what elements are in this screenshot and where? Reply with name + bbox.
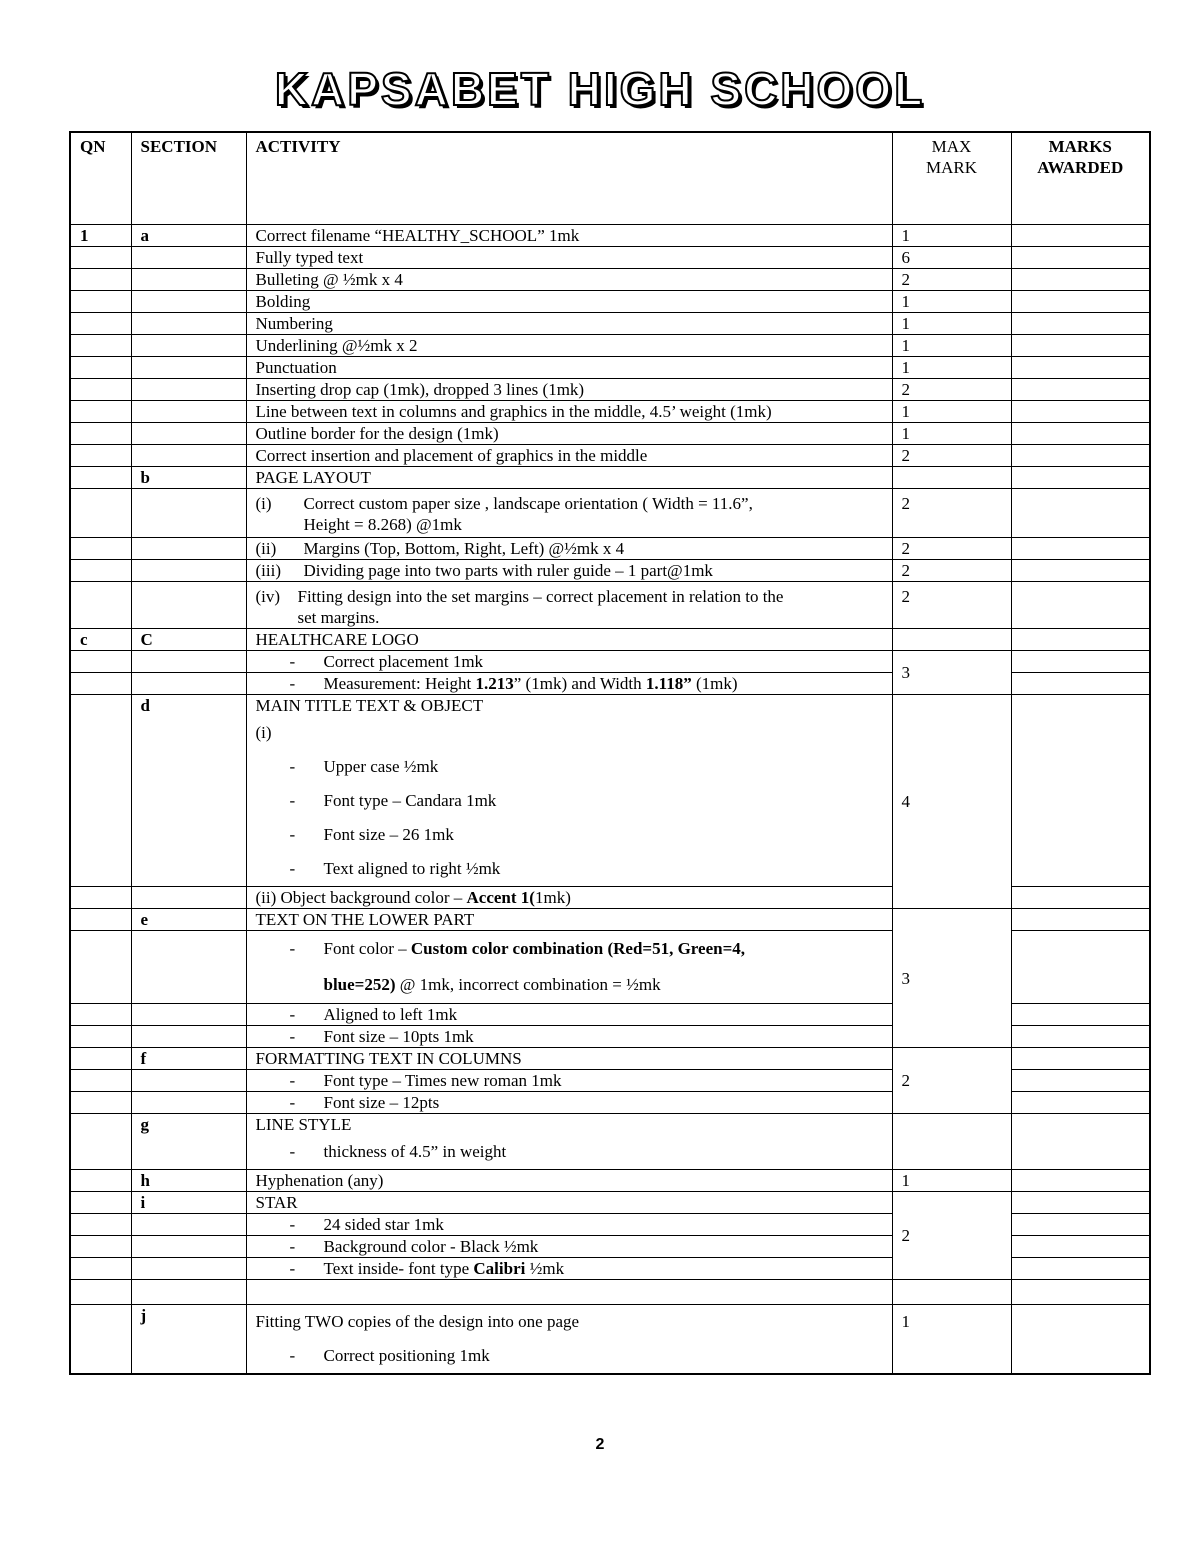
activity-cell: Correct filename “HEALTHY_SCHOOL” 1mk [246, 225, 892, 247]
section-cell: h [131, 1170, 246, 1192]
activity-cell: (iv) Fitting design into the set margins – correct placement in relation to the set margins. [246, 582, 892, 629]
table-row [70, 1305, 1150, 1375]
header-activity: ACTIVITY [246, 132, 892, 225]
table-row [70, 695, 1150, 887]
max-mark-cell: 2 [892, 489, 1011, 538]
activity-cell: FORMATTING TEXT IN COLUMNS [246, 1048, 892, 1070]
table-row [70, 1192, 1150, 1214]
activity-cell: PAGE LAYOUT [246, 467, 892, 489]
marking-scheme-table [69, 131, 1151, 1375]
max-mark-cell: 2 [892, 582, 1011, 629]
max-mark-cell: 2 [892, 269, 1011, 291]
table-row [70, 582, 1150, 629]
max-mark-cell: 4 [892, 695, 1011, 909]
max-mark-cell: 2 [892, 1048, 1011, 1114]
activity-cell: Punctuation [246, 357, 892, 379]
activity-cell: Line between text in columns and graphics in the middle, 4.5’ weight (1mk) [246, 401, 892, 423]
table-row [70, 401, 1150, 423]
activity-cell: Hyphenation (any) [246, 1170, 892, 1192]
table-row [70, 423, 1150, 445]
page-title: KAPSABET HIGH SCHOOL [274, 63, 926, 115]
activity-cell: Numbering [246, 313, 892, 335]
activity-cell: Bolding [246, 291, 892, 313]
activity-cell: - Correct placement 1mk [246, 651, 892, 673]
header-max-mark: MAX MARK [892, 132, 1011, 225]
max-mark-cell: 3 [892, 651, 1011, 695]
max-mark-cell: 2 [892, 445, 1011, 467]
section-cell: f [131, 1048, 246, 1070]
table-row [70, 651, 1150, 673]
activity-cell: - Font color – Custom color combination (Red=51, Green=4, blue=252) @ 1mk, incorrect combination = ½mk [246, 931, 892, 1004]
activity-cell: - Font size – 10pts 1mk [246, 1026, 892, 1048]
table-row [70, 467, 1150, 489]
activity-cell: (ii) Object background color – Accent 1(1mk) [246, 887, 892, 909]
max-mark-cell: 2 [892, 1192, 1011, 1280]
activity-cell: - Font type – Times new roman 1mk [246, 1070, 892, 1092]
activity-cell: Outline border for the design (1mk) [246, 423, 892, 445]
table-row [70, 538, 1150, 560]
header-section: SECTION [131, 132, 246, 225]
max-mark-cell: 1 [892, 313, 1011, 335]
table-row [70, 909, 1150, 931]
activity-cell: Inserting drop cap (1mk), dropped 3 lines (1mk) [246, 379, 892, 401]
header-marks-awarded: MARKS AWARDED [1011, 132, 1150, 225]
activity-cell: - Measurement: Height 1.213” (1mk) and Width 1.118” (1mk) [246, 673, 892, 695]
section-cell: a [131, 225, 246, 247]
activity-cell: LINE STYLE - thickness of 4.5” in weight [246, 1114, 892, 1170]
table-row [70, 247, 1150, 269]
activity-cell: STAR [246, 1192, 892, 1214]
item-number: (i) [255, 494, 272, 513]
table-row [70, 269, 1150, 291]
table-row [70, 1114, 1150, 1170]
activity-cell: (ii) Margins (Top, Bottom, Right, Left) @½mk x 4 [246, 538, 892, 560]
table-row [70, 1280, 1150, 1305]
max-mark-cell: 1 [892, 291, 1011, 313]
activity-cell: - Font size – 12pts [246, 1092, 892, 1114]
max-mark-cell: 1 [892, 357, 1011, 379]
table-row [70, 225, 1150, 247]
activity-cell: Underlining @½mk x 2 [246, 335, 892, 357]
page-number: 2 [595, 1436, 605, 1453]
max-mark-cell: 1 [892, 423, 1011, 445]
max-mark-cell: 1 [892, 1170, 1011, 1192]
table-row [70, 1048, 1150, 1070]
activity-cell: - Background color - Black ½mk [246, 1236, 892, 1258]
activity-cell: Bulleting @ ½mk x 4 [246, 269, 892, 291]
max-mark-cell: 2 [892, 379, 1011, 401]
max-mark-cell: 2 [892, 538, 1011, 560]
table-row [70, 489, 1150, 538]
section-cell: e [131, 909, 246, 931]
table-row [70, 335, 1150, 357]
section-cell: d [131, 695, 246, 887]
max-mark-cell: 1 [892, 401, 1011, 423]
max-mark-cell: 6 [892, 247, 1011, 269]
section-cell: C [131, 629, 246, 651]
table-row [70, 560, 1150, 582]
table-row [70, 357, 1150, 379]
qn-cell: c [70, 629, 131, 651]
table-row [70, 1170, 1150, 1192]
section-cell: b [131, 467, 246, 489]
qn-cell: 1 [70, 225, 131, 247]
activity-cell: - Text inside- font type Calibri ½mk [246, 1258, 892, 1280]
activity-cell: HEALTHCARE LOGO [246, 629, 892, 651]
awarded-cell [1011, 225, 1150, 247]
max-mark-cell: 1 [892, 335, 1011, 357]
table-row [70, 291, 1150, 313]
table-row [70, 379, 1150, 401]
table-row [70, 313, 1150, 335]
max-mark-cell: 1 [892, 1305, 1011, 1375]
activity-cell: MAIN TITLE TEXT & OBJECT (i) - Upper case ½mk - Font type – Candara 1mk - Font size – 26 1mk - Text aligned to right ½mk [246, 695, 892, 887]
activity-cell: Correct insertion and placement of graphics in the middle [246, 445, 892, 467]
max-mark-cell: 3 [892, 909, 1011, 1048]
table-row [70, 445, 1150, 467]
header-qn: QN [70, 132, 131, 225]
activity-cell: Fully typed text [246, 247, 892, 269]
table-row [70, 629, 1150, 651]
section-cell: g [131, 1114, 246, 1170]
activity-cell: Fitting TWO copies of the design into one page - Correct positioning 1mk [246, 1305, 892, 1375]
max-mark-cell: 1 [892, 225, 1011, 247]
activity-cell: - Aligned to left 1mk [246, 1004, 892, 1026]
section-cell: i [131, 1192, 246, 1214]
activity-cell: (iii) Dividing page into two parts with ruler guide – 1 part@1mk [246, 560, 892, 582]
activity-cell: - 24 sided star 1mk [246, 1214, 892, 1236]
activity-cell: (i) Correct custom paper size , landscape orientation ( Width = 11.6”, Height = 8.268) @1mk [246, 489, 892, 538]
max-mark-cell: 2 [892, 560, 1011, 582]
table-header-row [70, 132, 1150, 225]
section-cell: j [131, 1305, 246, 1375]
activity-cell: TEXT ON THE LOWER PART [246, 909, 892, 931]
